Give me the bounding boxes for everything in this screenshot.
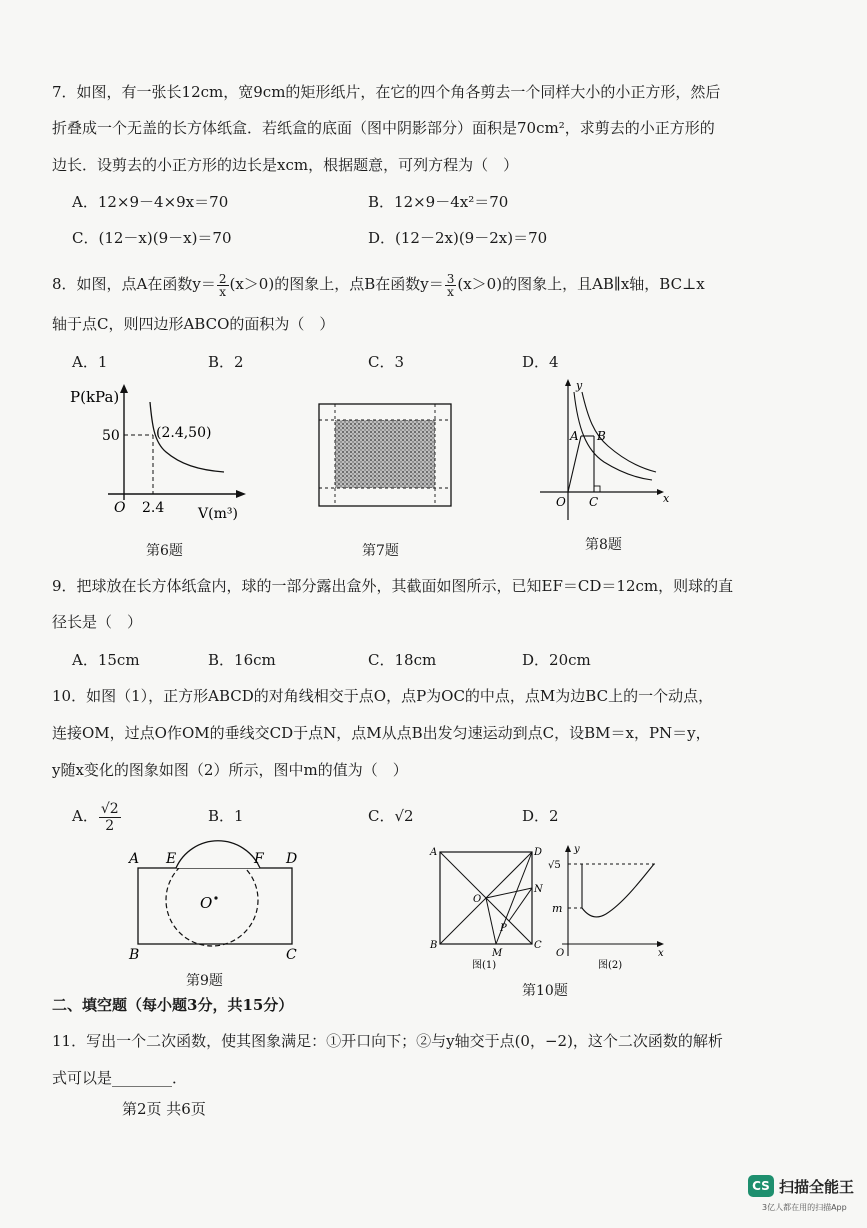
q7-line2: 折叠成一个无盖的长方体纸盒．若纸盒的底面（图中阴影部分）面积是70cm²，求剪去的小正方形的 xyxy=(52,119,715,137)
q7-line3: 边长．设剪去的小正方形的边长是xcm，根据题意，可列方程为（ ） xyxy=(52,156,519,174)
q7-option-a: A．12×9－4×9x＝70 xyxy=(72,193,229,211)
q11-line1: 11．写出一个二次函数，使其图象满足：①开口向下；②与y轴交于点(0，−2)，这个二次函数的解析 xyxy=(52,1032,723,1050)
scanner-watermark xyxy=(748,1175,858,1221)
figure-9 xyxy=(126,848,316,963)
q8-text-1: 8．如图，点A在函数y＝ xyxy=(52,275,216,293)
fig10g-sqrt5-label: √5 xyxy=(548,860,561,871)
camscanner-logo-icon: CS xyxy=(748,1175,774,1197)
fig9-center-dot xyxy=(214,896,217,899)
q10-line2: 连接OM，过点O作OM的垂线交CD于点N，点M从点B出发匀速运动到点C，设BM＝x，PN＝y， xyxy=(52,724,711,742)
fig6-x-arrow xyxy=(236,490,246,498)
fig8-y-label: y xyxy=(576,379,583,392)
fig6-y-label: P(kPa) xyxy=(70,388,120,406)
fig9-label-f: F xyxy=(254,851,264,867)
page-footer: 第2页 共6页 xyxy=(122,1100,206,1118)
q9-option-c: C．18cm xyxy=(368,651,437,669)
fig7-caption: 第7题 xyxy=(362,543,399,559)
fig10-segment-pn xyxy=(509,888,532,921)
q8-option-b: B．2 xyxy=(208,353,244,371)
fig10-segment-on xyxy=(486,888,532,898)
figure-8 xyxy=(534,378,674,524)
frac-den: x xyxy=(447,284,454,299)
fig9-label-d: D xyxy=(286,851,298,867)
fig9-label-o: O xyxy=(200,894,213,912)
fig6-y-tick: 50 xyxy=(102,428,120,444)
fig8-segment-oa xyxy=(568,436,581,492)
q7-option-c: C．(12－x)(9－x)＝70 xyxy=(72,229,232,247)
fig6-x-label: V(m³) xyxy=(198,506,238,522)
q8-text-3: (x＞0)的图象上，且AB∥x轴，BC⊥x xyxy=(457,275,705,293)
fig9-label-e: E xyxy=(166,851,177,867)
fig9-label-c: C xyxy=(286,947,297,963)
fig10-label-a: A xyxy=(430,847,438,858)
fig10g-x-label: x xyxy=(658,948,664,959)
fig10-sub1: 图(1) xyxy=(472,960,497,971)
q10-option-a-prefix: A． xyxy=(72,807,98,825)
fig8-point-c: C xyxy=(589,495,599,509)
fig10-caption: 第10题 xyxy=(522,983,568,999)
fig6-caption: 第6题 xyxy=(146,543,183,559)
frac-num: √2 xyxy=(100,800,119,817)
q8-line1 xyxy=(52,270,705,298)
fig10g-m-label: m xyxy=(552,902,563,915)
figure-6 xyxy=(68,384,258,524)
fig8-point-a: A xyxy=(570,429,579,443)
fig9-caption: 第9题 xyxy=(186,973,223,989)
q8-line2: 轴于点C，则四边形ABCO的面积为（ ） xyxy=(52,315,335,333)
q8-option-c: C．3 xyxy=(368,353,405,371)
fig10-sub2: 图(2) xyxy=(598,960,623,971)
fig8-point-b: B xyxy=(597,429,606,443)
q9-option-b: B．16cm xyxy=(208,651,276,669)
q9-line1: 9．把球放在长方体纸盒内，球的一部分露出盒外，其截面如图所示，已知EF＝CD＝12cm，则球的直 xyxy=(52,577,734,595)
frac-num: 3 xyxy=(446,271,455,286)
fig10-label-c: C xyxy=(534,940,542,951)
watermark-slogan: 3亿人都在用的扫描App xyxy=(762,1203,847,1212)
q10-option-a-fraction xyxy=(99,801,121,834)
fig10-label-m: M xyxy=(492,948,503,959)
fig10-label-o: O xyxy=(473,894,482,905)
q8-fraction-2-over-x xyxy=(217,273,229,298)
figure-10-2 xyxy=(548,842,668,970)
fig10-label-b: B xyxy=(430,940,438,951)
frac-den: x xyxy=(219,284,227,299)
q9-option-d: D．20cm xyxy=(522,651,591,669)
fig10g-curve xyxy=(582,864,654,917)
section-2-heading: 二、填空题（每小题3分，共15分） xyxy=(52,996,294,1014)
fig8-y-arrow xyxy=(565,379,571,386)
fig10g-origin: O xyxy=(556,948,565,959)
fig8-caption: 第8题 xyxy=(585,537,622,553)
fig6-y-arrow xyxy=(120,384,128,393)
q8-text-2: (x＞0)的图象上，点B在函数y＝ xyxy=(229,275,444,293)
fig6-origin: O xyxy=(114,500,126,516)
q10-option-b: B．1 xyxy=(208,807,244,825)
fig10-label-d: D xyxy=(534,847,543,858)
q10-option-c: C．√2 xyxy=(368,807,414,825)
q7-option-d: D．(12－2x)(9－2x)＝70 xyxy=(368,229,548,247)
fig9-ball-arc-outside xyxy=(176,841,260,868)
fig9-label-a: A xyxy=(129,851,140,867)
figure-7 xyxy=(318,403,452,507)
q10-line3: y随x变化的图象如图（2）所示，图中m的值为（ ） xyxy=(52,761,408,779)
figure-10-1 xyxy=(430,844,546,970)
fig8-curve-3-over-x xyxy=(582,392,656,472)
q10-line1: 10．如图（1），正方形ABCD的对角线相交于点O，点P为OC的中点，点M为边BC上的一个动点， xyxy=(52,687,714,705)
q8-fraction-3-over-x xyxy=(445,273,457,298)
q8-option-d: D．4 xyxy=(522,353,559,371)
fig9-box xyxy=(138,868,292,944)
fig8-origin: O xyxy=(556,495,566,509)
fig10g-y-label: y xyxy=(574,844,580,855)
q8-option-a: A．1 xyxy=(72,353,108,371)
q9-option-a: A．15cm xyxy=(72,651,140,669)
fig6-x-tick: 2.4 xyxy=(142,500,165,516)
fig10g-y-arrow xyxy=(565,845,571,852)
fig10-segment-om xyxy=(486,898,496,944)
q7-option-b: B．12×9－4x²＝70 xyxy=(368,193,509,211)
fig7-shaded-base xyxy=(335,420,435,488)
q10-option-a xyxy=(72,798,122,834)
watermark-name: 扫描全能王 xyxy=(779,1178,855,1196)
q9-line2: 径长是（ ） xyxy=(52,613,143,631)
fig10g-x-arrow xyxy=(657,941,664,947)
q7-line1: 7．如图，有一张长12cm，宽9cm的矩形纸片，在它的四个角各剪去一个同样大小的小正方形，然后 xyxy=(52,83,721,101)
fig10-label-p: P xyxy=(500,923,507,934)
fig8-x-label: x xyxy=(663,492,670,505)
q11-line2: 式可以是________． xyxy=(52,1069,188,1087)
frac-num: 2 xyxy=(218,271,227,286)
q10-option-d: D．2 xyxy=(522,807,559,825)
fig10-label-n: N xyxy=(534,884,543,895)
fig6-point-label: (2.4,50) xyxy=(156,425,212,441)
fig8-right-angle xyxy=(594,486,600,492)
fig9-label-b: B xyxy=(129,947,140,963)
frac-den: 2 xyxy=(105,817,115,834)
